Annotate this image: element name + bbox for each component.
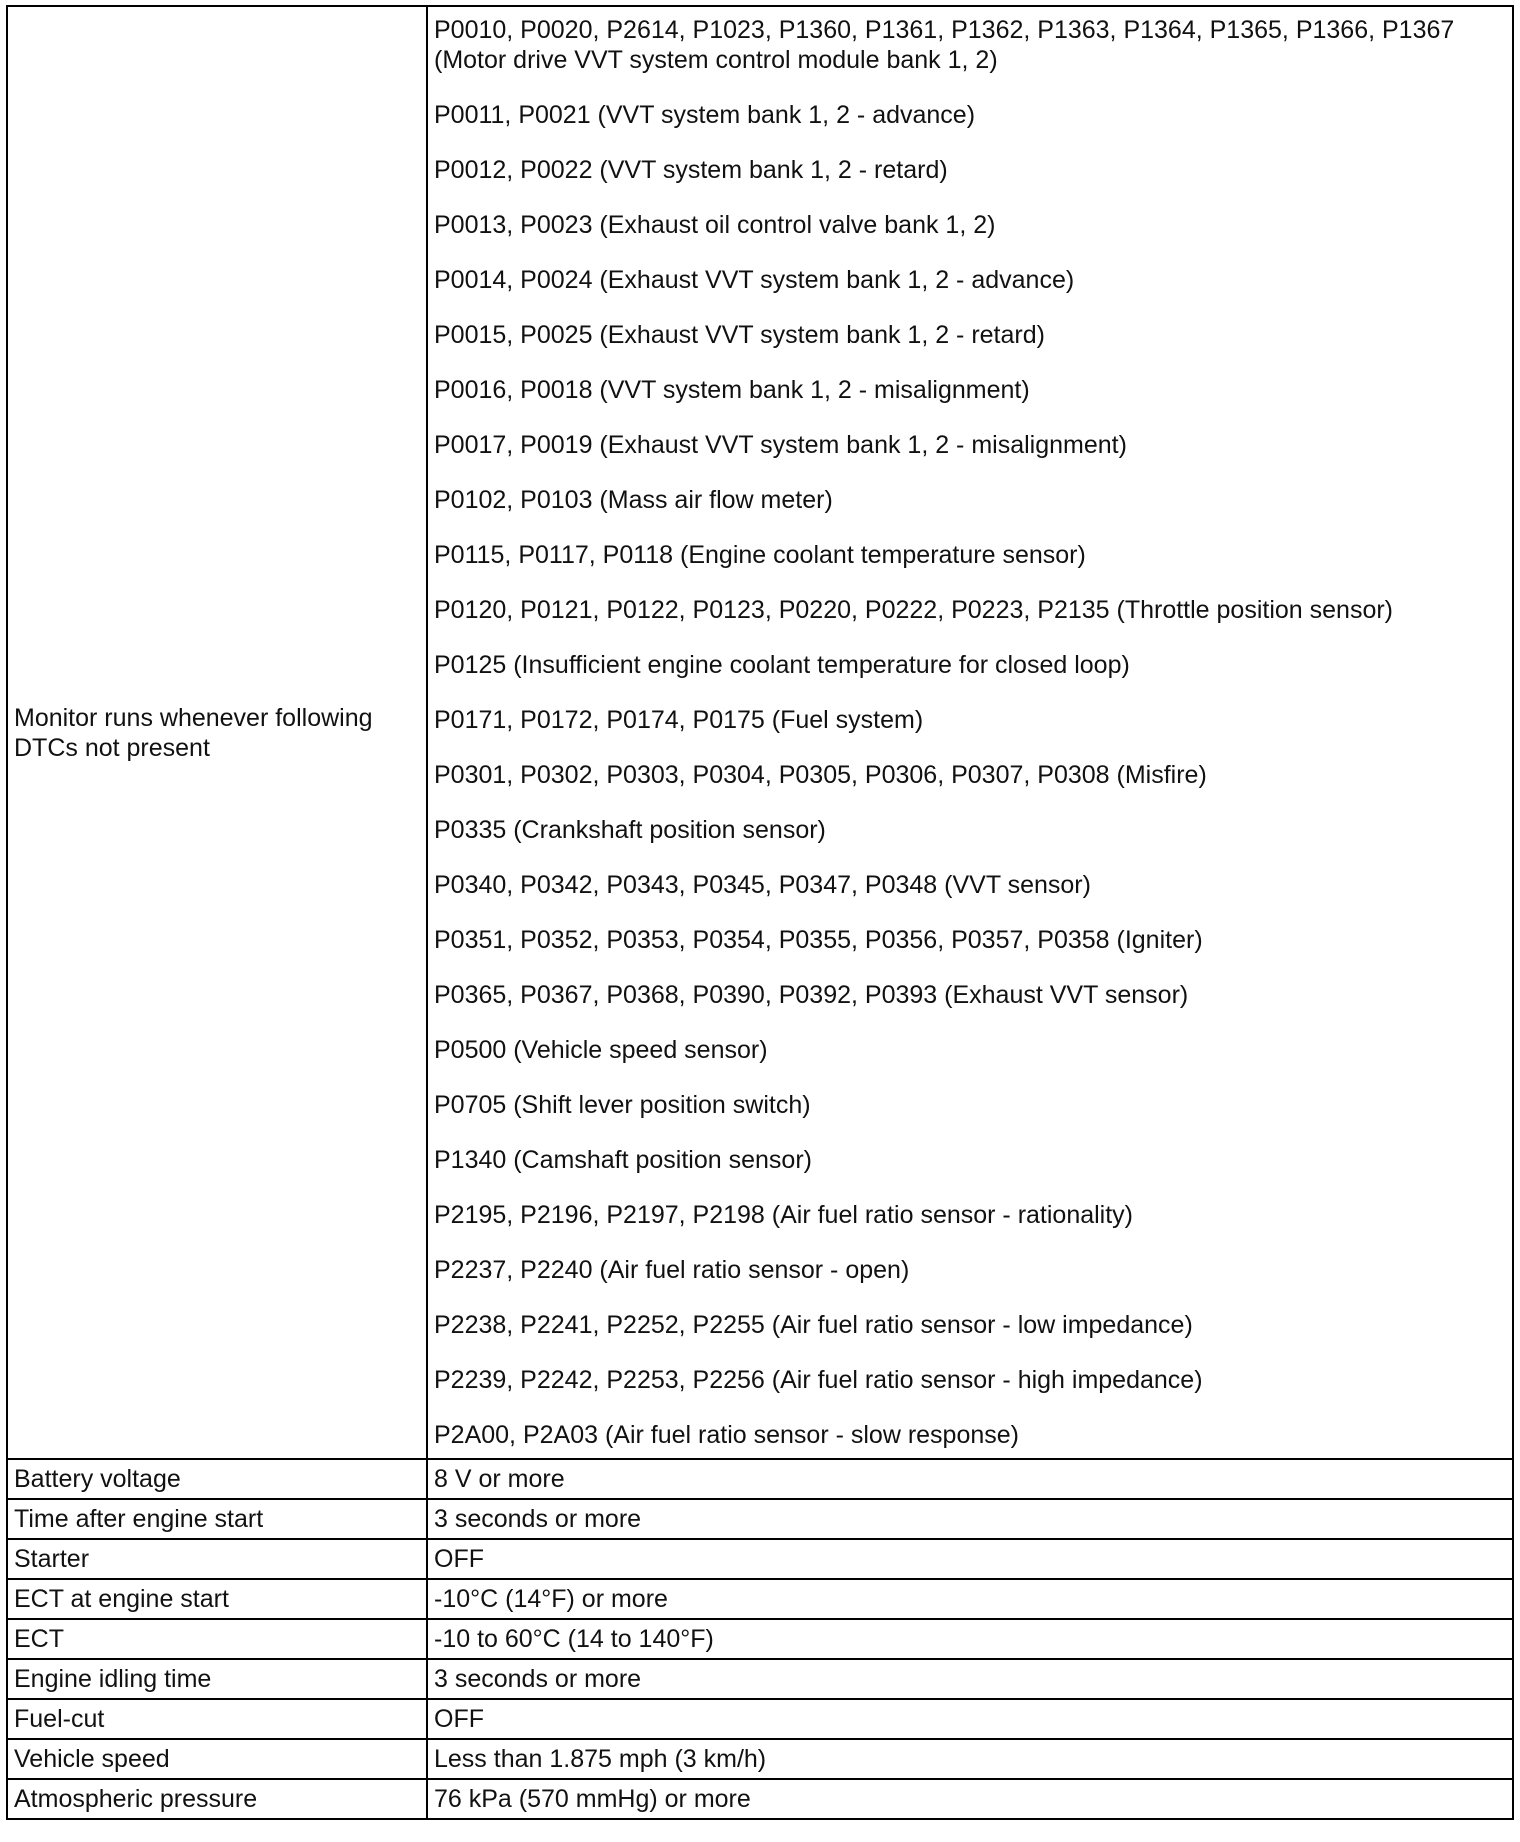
- dtc-item: P2A00, P2A03 (Air fuel ratio sensor - slow response): [434, 1421, 1019, 1449]
- dtc-item: P0015, P0025 (Exhaust VVT system bank 1, 2 - retard): [434, 321, 1045, 349]
- condition-label: Vehicle speed: [7, 1739, 427, 1779]
- dtc-item: P0017, P0019 (Exhaust VVT system bank 1, 2 - misalignment): [434, 431, 1127, 459]
- dtc-item: P0335 (Crankshaft position sensor): [434, 816, 826, 844]
- dtc-item: P0500 (Vehicle speed sensor): [434, 1036, 768, 1064]
- condition-label: Fuel-cut: [7, 1699, 427, 1739]
- dtc-item: P0010, P0020, P2614, P1023, P1360, P1361, P1362, P1363, P1364, P1365, P1366, P1367 (Motor drive VVT system control module bank 1, 2): [434, 16, 1455, 74]
- table-row-ect: [7, 1619, 1513, 1659]
- dtc-item: P0012, P0022 (VVT system bank 1, 2 - retard): [434, 156, 948, 184]
- condition-value: 3 seconds or more: [427, 1499, 1513, 1539]
- dtc-item: P0013, P0023 (Exhaust oil control valve bank 1, 2): [434, 211, 996, 239]
- dtc-item: P0016, P0018 (VVT system bank 1, 2 - misalignment): [434, 376, 1030, 404]
- condition-value: 76 kPa (570 mmHg) or more: [427, 1779, 1513, 1819]
- table-row-time-after-start: [7, 1499, 1513, 1539]
- condition-value: OFF: [427, 1699, 1513, 1739]
- table-row-monitor-dtcs: [7, 6, 1513, 1459]
- dtc-item: P0301, P0302, P0303, P0304, P0305, P0306, P0307, P0308 (Misfire): [434, 761, 1207, 789]
- condition-label: ECT: [7, 1619, 427, 1659]
- dtc-item: P2238, P2241, P2252, P2255 (Air fuel ratio sensor - low impedance): [434, 1311, 1193, 1339]
- condition-label: Engine idling time: [7, 1659, 427, 1699]
- dtc-item: P2195, P2196, P2197, P2198 (Air fuel ratio sensor - rationality): [434, 1201, 1134, 1229]
- condition-value: -10 to 60°C (14 to 140°F): [427, 1619, 1513, 1659]
- table-row-starter: [7, 1539, 1513, 1579]
- condition-value: Less than 1.875 mph (3 km/h): [427, 1739, 1513, 1779]
- monitor-label: Monitor runs whenever following DTCs not present: [7, 6, 427, 1459]
- dtc-item: P0705 (Shift lever position switch): [434, 1091, 811, 1119]
- condition-label: Battery voltage: [7, 1459, 427, 1499]
- dtc-item: P2239, P2242, P2253, P2256 (Air fuel ratio sensor - high impedance): [434, 1366, 1203, 1394]
- condition-value: -10°C (14°F) or more: [427, 1579, 1513, 1619]
- table-row-idling-time: [7, 1659, 1513, 1699]
- dtc-item: P0120, P0121, P0122, P0123, P0220, P0222, P0223, P2135 (Throttle position sensor): [434, 596, 1394, 624]
- dtc-item: P0365, P0367, P0368, P0390, P0392, P0393 (Exhaust VVT sensor): [434, 981, 1189, 1009]
- dtc-item: P2237, P2240 (Air fuel ratio sensor - open): [434, 1256, 910, 1284]
- dtc-item: P0115, P0117, P0118 (Engine coolant temperature sensor): [434, 541, 1086, 569]
- condition-value: OFF: [427, 1539, 1513, 1579]
- dtc-item: P1340 (Camshaft position sensor): [434, 1146, 812, 1174]
- condition-label: Starter: [7, 1539, 427, 1579]
- monitor-conditions-table: [6, 5, 1514, 1820]
- condition-label: Time after engine start: [7, 1499, 427, 1539]
- dtc-item: P0340, P0342, P0343, P0345, P0347, P0348 (VVT sensor): [434, 871, 1091, 899]
- dtc-item: P0125 (Insufficient engine coolant temperature for closed loop): [434, 651, 1130, 679]
- table-row-ect-at-start: [7, 1579, 1513, 1619]
- dtc-list: [427, 6, 1513, 1459]
- dtc-item: P0014, P0024 (Exhaust VVT system bank 1, 2 - advance): [434, 266, 1075, 294]
- dtc-item: P0102, P0103 (Mass air flow meter): [434, 486, 833, 514]
- table-row-battery-voltage: [7, 1459, 1513, 1499]
- dtc-item: P0171, P0172, P0174, P0175 (Fuel system): [434, 706, 924, 734]
- table-row-fuel-cut: [7, 1699, 1513, 1739]
- table-row-vehicle-speed: [7, 1739, 1513, 1779]
- condition-label: Atmospheric pressure: [7, 1779, 427, 1819]
- condition-value: 8 V or more: [427, 1459, 1513, 1499]
- table-row-atmospheric-pressure: [7, 1779, 1513, 1819]
- condition-label: ECT at engine start: [7, 1579, 427, 1619]
- dtc-item: P0011, P0021 (VVT system bank 1, 2 - advance): [434, 101, 976, 129]
- condition-value: 3 seconds or more: [427, 1659, 1513, 1699]
- dtc-item: P0351, P0352, P0353, P0354, P0355, P0356, P0357, P0358 (Igniter): [434, 926, 1203, 954]
